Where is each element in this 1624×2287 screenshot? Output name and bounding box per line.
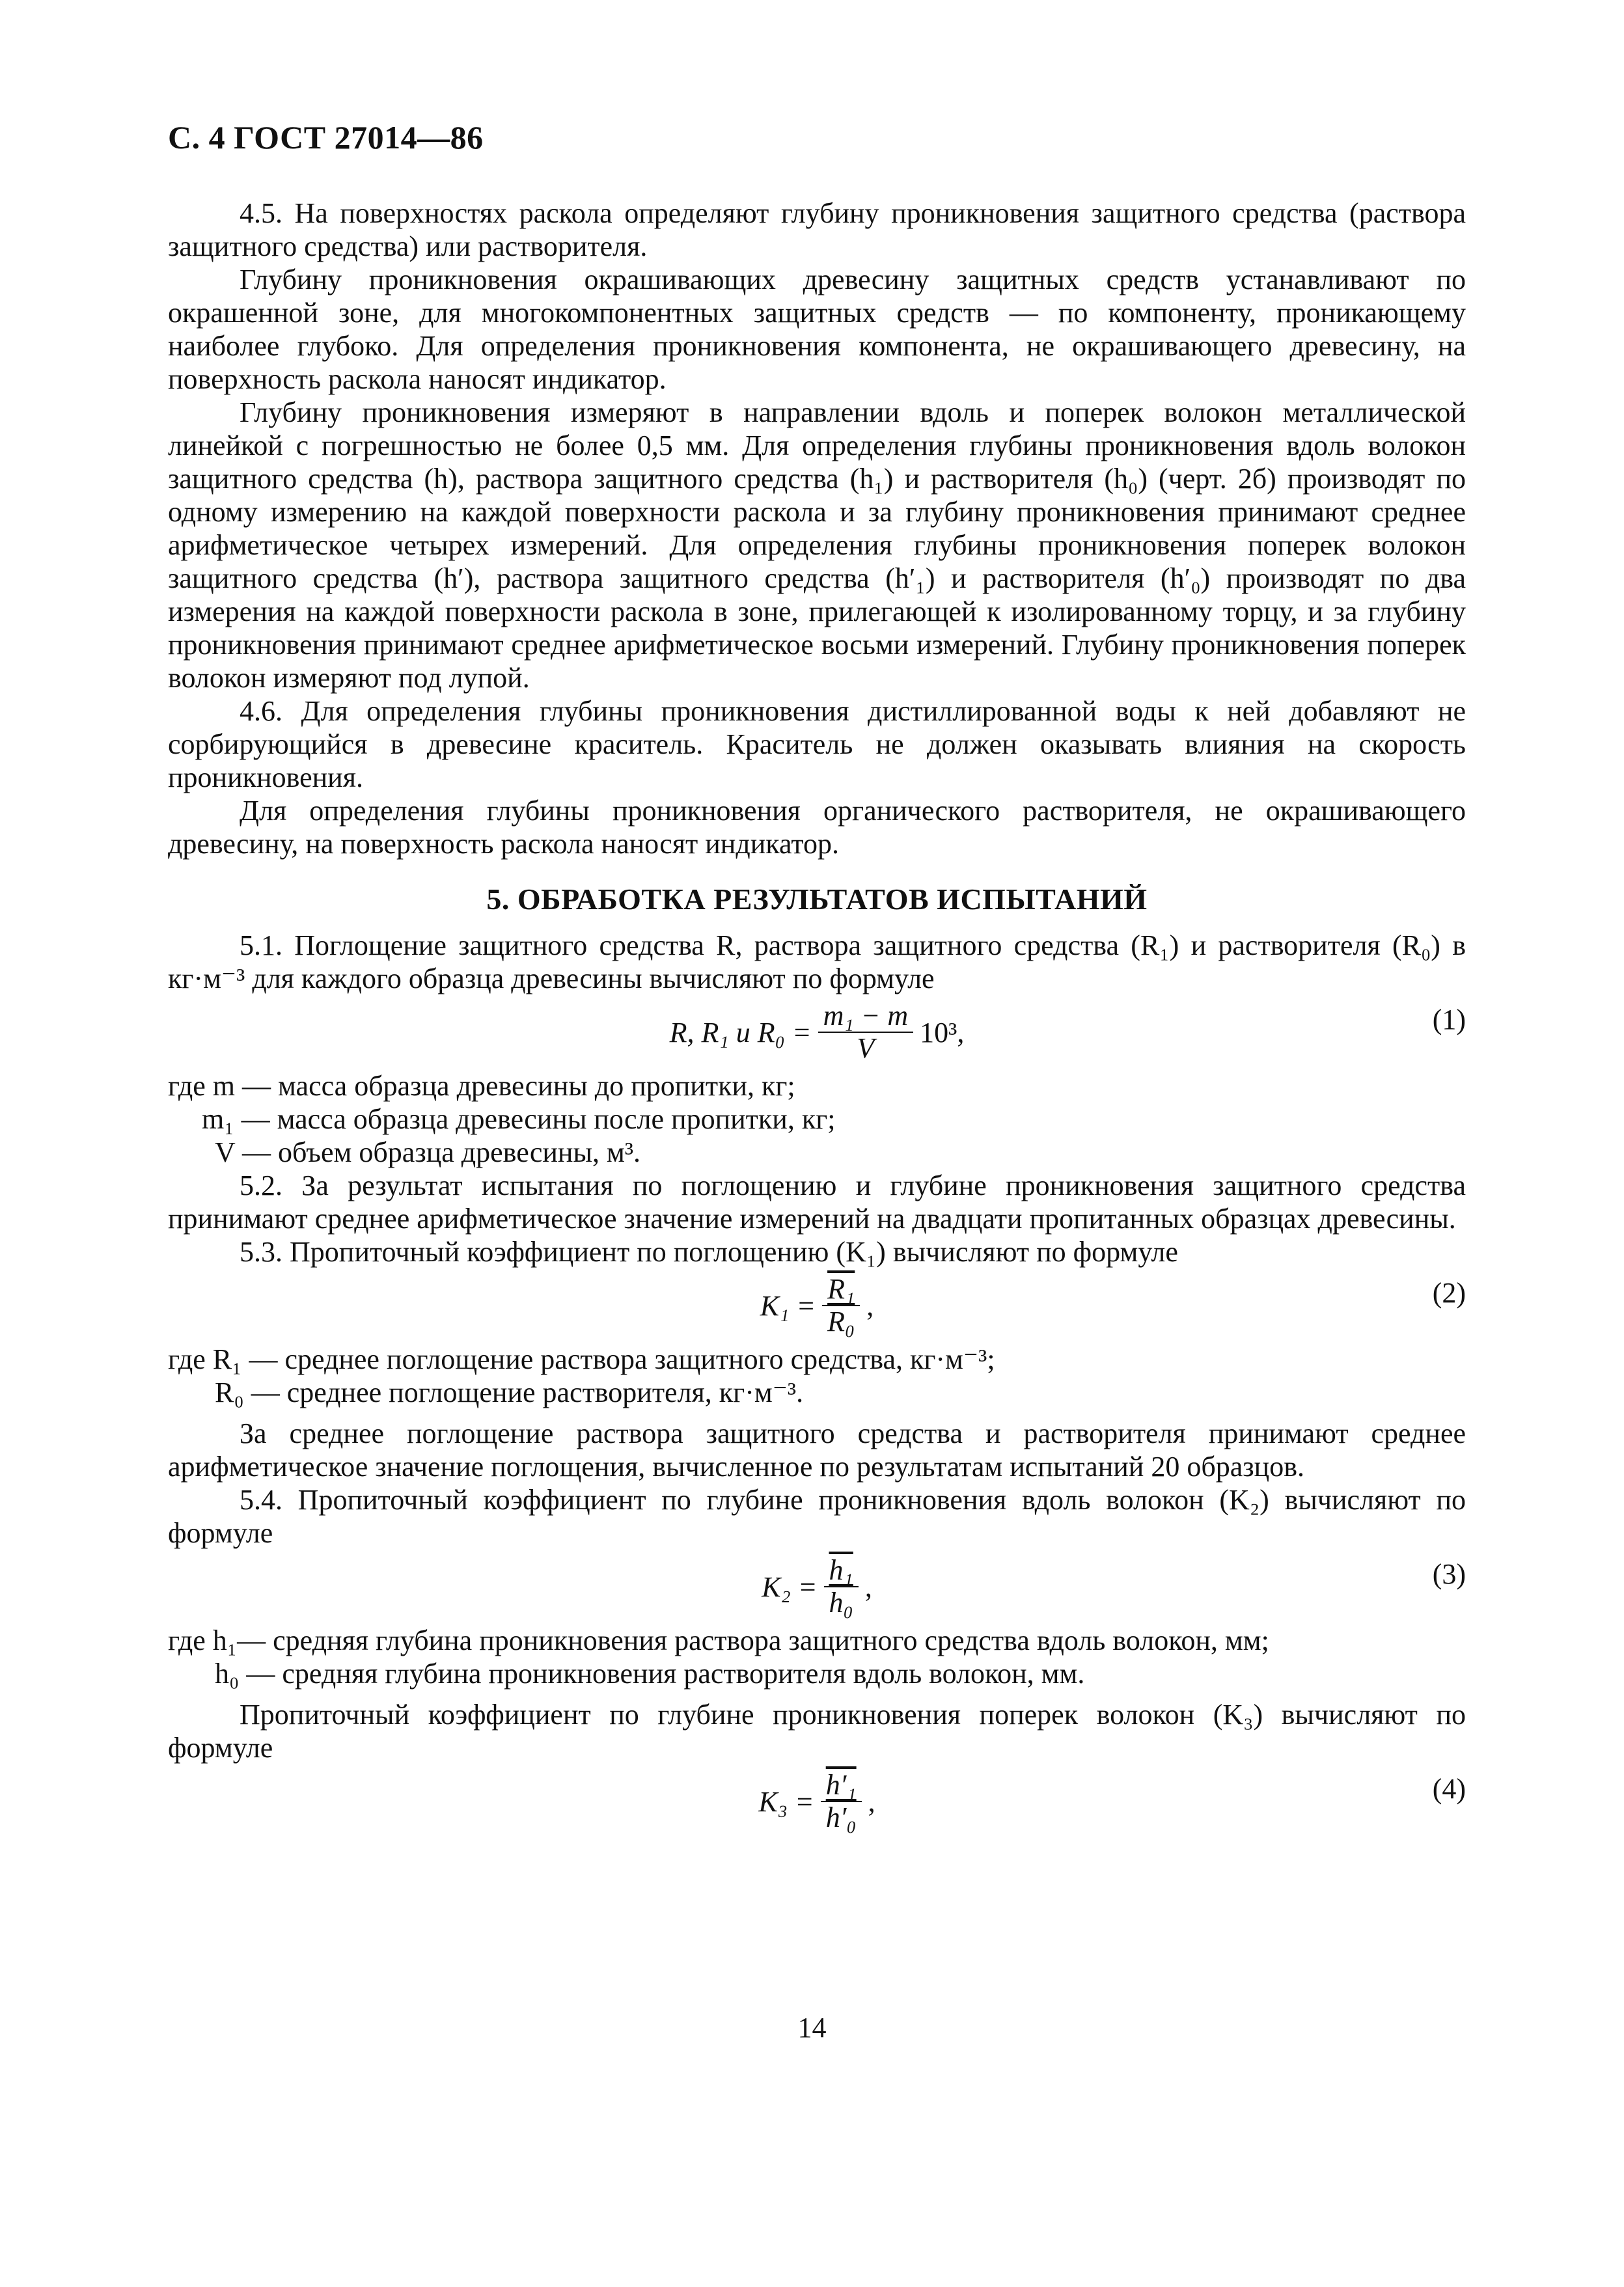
legend-line: R₀ — среднее поглощение растворителя, кг·м⁻³.: [215, 1376, 804, 1408]
formula-3-lhs: K₂ =: [762, 1570, 818, 1603]
formula-1-tail: 10³,: [920, 1016, 965, 1048]
formula-4-tail: ,: [868, 1785, 875, 1818]
formula-3-fraction: [824, 1555, 859, 1619]
formula-2-tail: ,: [866, 1289, 874, 1322]
legend-line: где h₁— средняя глубина проникновения раствора защитного средства вдоль волокон, мм;: [168, 1624, 1269, 1656]
formula-2-legend: [168, 1343, 1466, 1409]
formula-1-numerator: m₁ − m: [818, 1000, 914, 1033]
formula-3: [168, 1555, 1466, 1619]
formula-1-legend: [168, 1069, 1466, 1169]
formula-1-denominator: V: [857, 1032, 875, 1064]
section-5-title: 5. ОБРАБОТКА РЕЗУЛЬТАТОВ ИСПЫТАНИЙ: [486, 883, 1148, 916]
formula-4-fraction: [821, 1770, 862, 1833]
formula-2-lhs: K₁ =: [760, 1289, 816, 1322]
formula-2-number: (2): [1432, 1277, 1466, 1309]
legend-line: где m — масса образца древесины до пропитки, кг;: [168, 1070, 795, 1102]
formula-4-numerator: h′₁: [821, 1770, 862, 1802]
formula-4: [168, 1770, 1466, 1833]
formula-3-denominator: h₀: [829, 1587, 853, 1619]
paragraph-5-3: 5.3. Пропиточный коэффициент по поглощению (K₁) вычисляют по формуле: [240, 1236, 1178, 1268]
document-body: [168, 197, 1466, 1839]
formula-2-numerator: R₁: [822, 1274, 860, 1306]
formula-3-tail: ,: [864, 1570, 872, 1603]
paragraph-4-5-measure: Глубину проникновения измеряют в направлении вдоль и поперек волокон металлической линейкой с погрешностью не более 0,5 мм. Для определения глубины проникновения вдоль волокон защитного средства (h), раствора защитного средства (h₁) и растворителя (h₀) (черт. 2б) производят по одному измерению на каждой поверхности раскола и за глубину проникновения принимают среднее арифметическое четырех измерений. Для определения глубины проникновения поперек волокон защитного средства (h′), раствора защитного средства (h′₁) и растворителя (h′₀) производят по два измерения на каждой поверхности раскола в зоне, прилегающей к изолированному торцу, и за глубину проникновения принимают среднее арифметическое восьми измерений. Глубину проникновения поперек волокон измеряют под лупой.: [168, 396, 1466, 694]
paragraph-5-4: 5.4. Пропиточный коэффициент по глубине проникновения вдоль волокон (K₂) вычисляют по формуле: [168, 1484, 1466, 1549]
formula-1-lhs: R, R₁ и R₀ =: [669, 1016, 812, 1048]
formula-3-numerator: h₁: [824, 1555, 859, 1587]
legend-line: V — объем образца древесины, м³.: [215, 1136, 641, 1168]
formula-4-lhs: K₃ =: [758, 1785, 814, 1818]
paragraph-5-4-across: Пропиточный коэффициент по глубине проникновения поперек волокон (K₃) вычисляют по формуле: [168, 1699, 1466, 1764]
formula-4-number: (4): [1432, 1773, 1466, 1805]
formula-1-number: (1): [1432, 1004, 1466, 1035]
formula-3-legend: [168, 1624, 1466, 1690]
paragraph-4-6: 4.6. Для определения глубины проникновения дистиллированной воды к ней добавляют не сорбирующийся в древесине краситель. Краситель не должен оказывать влияния на скорость проникновения.: [168, 695, 1466, 793]
formula-1-fraction: [818, 1000, 914, 1064]
paragraph-5-2: 5.2. За результат испытания по поглощению и глубине проникновения защитного средства принимают среднее арифметическое значение измерений на двадцати пропитанных образцах древесины.: [168, 1170, 1466, 1235]
legend-line: m₁ — масса образца древесины после пропитки, кг;: [202, 1103, 836, 1135]
formula-3-number: (3): [1432, 1558, 1466, 1590]
page-number: 14: [797, 2012, 827, 2044]
paragraph-5-1: 5.1. Поглощение защитного средства R, раствора защитного средства (R₁) и растворителя (R₀) в кг·м⁻³ для каждого образца древесины вычисляют по формуле: [168, 929, 1466, 994]
formula-4-denominator: h′₀: [825, 1801, 857, 1833]
paragraph-4-5: 4.5. На поверхностях раскола определяют глубину проникновения защитного средства (раствора защитного средства) или растворителя.: [168, 197, 1466, 262]
legend-line: где R₁ — среднее поглощение раствора защитного средства, кг·м⁻³;: [168, 1343, 995, 1375]
page-header: С. 4 ГОСТ 27014—86: [168, 119, 484, 156]
formula-2: [168, 1274, 1466, 1337]
formula-1: [168, 1000, 1466, 1064]
formula-2-fraction: [822, 1274, 860, 1337]
legend-line: h₀ — средняя глубина проникновения растворителя вдоль волокон, мм.: [215, 1658, 1085, 1690]
formula-2-denominator: R₀: [827, 1306, 855, 1337]
paragraph-5-3-average: За среднее поглощение раствора защитного средства и растворителя принимают среднее арифметическое значение поглощения, вычисленное по результатам испытаний 20 образцов.: [168, 1417, 1466, 1483]
paragraph-4-5-coloring: Глубину проникновения окрашивающих древесину защитных средств устанавливают по окрашенной зоне, для многокомпонентных защитных средств — по компоненту, проникающему наиболее глубоко. Для определения проникновения компонента, не окрашивающего древесину, на поверхность раскола наносят индикатор.: [168, 264, 1466, 395]
paragraph-4-6-solvent: Для определения глубины проникновения органического растворителя, не окрашивающего древесину, на поверхность раскола наносят индикатор.: [168, 795, 1466, 860]
